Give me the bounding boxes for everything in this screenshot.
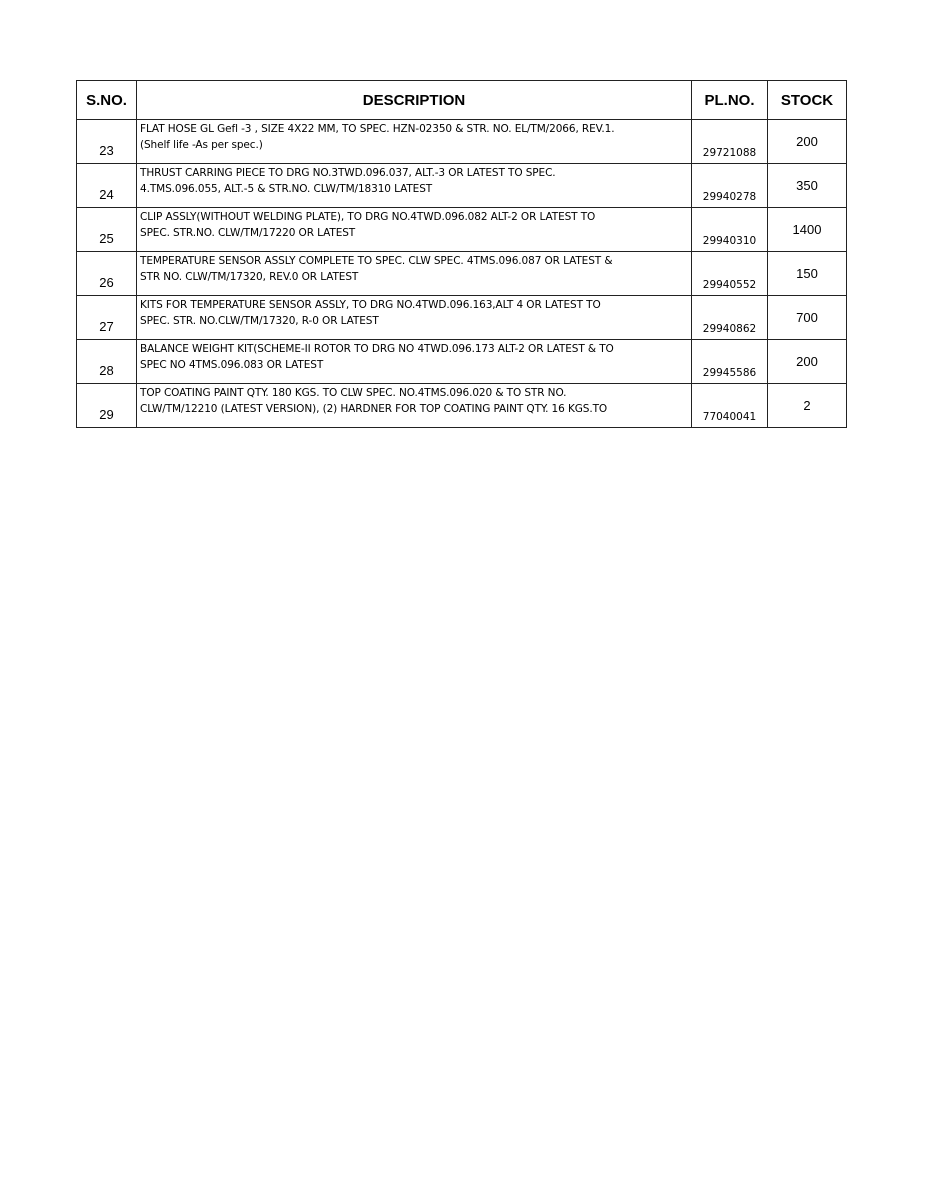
cell-description (137, 296, 692, 340)
cell-sno: 28 (77, 340, 137, 384)
description-line: (Shelf life -As per spec.) (140, 139, 263, 151)
cell-sno: 25 (77, 208, 137, 252)
cell-pl-no: 29721088 (692, 120, 768, 164)
description-line: 4.TMS.096.055, ALT.-5 & STR.NO. CLW/TM/18310 LATEST (140, 183, 433, 195)
cell-pl-no: 29940552 (692, 252, 768, 296)
cell-sno: 27 (77, 296, 137, 340)
description-line: SPEC. STR. NO.CLW/TM/17320, R-0 OR LATEST (140, 315, 379, 327)
cell-stock: 700 (768, 296, 847, 340)
table-body (77, 120, 847, 428)
cell-pl-no: 29940862 (692, 296, 768, 340)
cell-pl-no: 29940278 (692, 164, 768, 208)
description-line: FLAT HOSE GL Gefl -3 , SIZE 4X22 MM, TO SPEC. HZN-02350 & STR. NO. EL/TM/2066, REV.1. (140, 123, 615, 135)
cell-description (137, 208, 692, 252)
description-line: THRUST CARRING PIECE TO DRG NO.3TWD.096.037, ALT.-3 OR LATEST TO SPEC. (140, 167, 556, 179)
header-stock: STOCK (768, 81, 847, 120)
description-line: TEMPERATURE SENSOR ASSLY COMPLETE TO SPEC. CLW SPEC. 4TMS.096.087 OR LATEST & (140, 255, 613, 267)
header-sno: S.NO. (77, 81, 137, 120)
cell-stock: 1400 (768, 208, 847, 252)
cell-description (137, 120, 692, 164)
cell-pl-no: 77040041 (692, 384, 768, 428)
cell-stock: 2 (768, 384, 847, 428)
cell-description (137, 252, 692, 296)
cell-sno: 26 (77, 252, 137, 296)
cell-stock: 150 (768, 252, 847, 296)
header-description: DESCRIPTION (137, 81, 692, 120)
cell-sno: 23 (77, 120, 137, 164)
description-line: CLIP ASSLY(WITHOUT WELDING PLATE), TO DRG NO.4TWD.096.082 ALT-2 OR LATEST TO (140, 211, 596, 223)
cell-pl-no: 29940310 (692, 208, 768, 252)
header-row (77, 81, 847, 120)
table-row (77, 208, 847, 252)
description-line: BALANCE WEIGHT KIT(SCHEME-II ROTOR TO DRG NO 4TWD.096.173 ALT-2 OR LATEST & TO (140, 343, 614, 355)
description-line: SPEC. STR.NO. CLW/TM/17220 OR LATEST (140, 227, 356, 239)
table-row (77, 384, 847, 428)
table-row (77, 340, 847, 384)
table-row (77, 120, 847, 164)
cell-stock: 200 (768, 340, 847, 384)
stock-table (76, 80, 847, 428)
table-row (77, 252, 847, 296)
description-line: CLW/TM/12210 (LATEST VERSION), (2) HARDNER FOR TOP COATING PAINT QTY. 16 KGS.TO (140, 403, 608, 415)
description-line: TOP COATING PAINT QTY. 180 KGS. TO CLW SPEC. NO.4TMS.096.020 & TO STR NO. (140, 387, 567, 399)
description-line: SPEC NO 4TMS.096.083 OR LATEST (140, 359, 324, 371)
cell-sno: 24 (77, 164, 137, 208)
description-line: STR NO. CLW/TM/17320, REV.0 OR LATEST (140, 271, 359, 283)
table-header (77, 81, 847, 120)
cell-sno: 29 (77, 384, 137, 428)
table-row (77, 164, 847, 208)
cell-pl-no: 29945586 (692, 340, 768, 384)
cell-description (137, 384, 692, 428)
cell-description (137, 164, 692, 208)
table-row (77, 296, 847, 340)
cell-stock: 200 (768, 120, 847, 164)
cell-description (137, 340, 692, 384)
header-pl-no: PL.NO. (692, 81, 768, 120)
description-line: KITS FOR TEMPERATURE SENSOR ASSLY, TO DRG NO.4TWD.096.163,ALT 4 OR LATEST TO (140, 299, 601, 311)
cell-stock: 350 (768, 164, 847, 208)
